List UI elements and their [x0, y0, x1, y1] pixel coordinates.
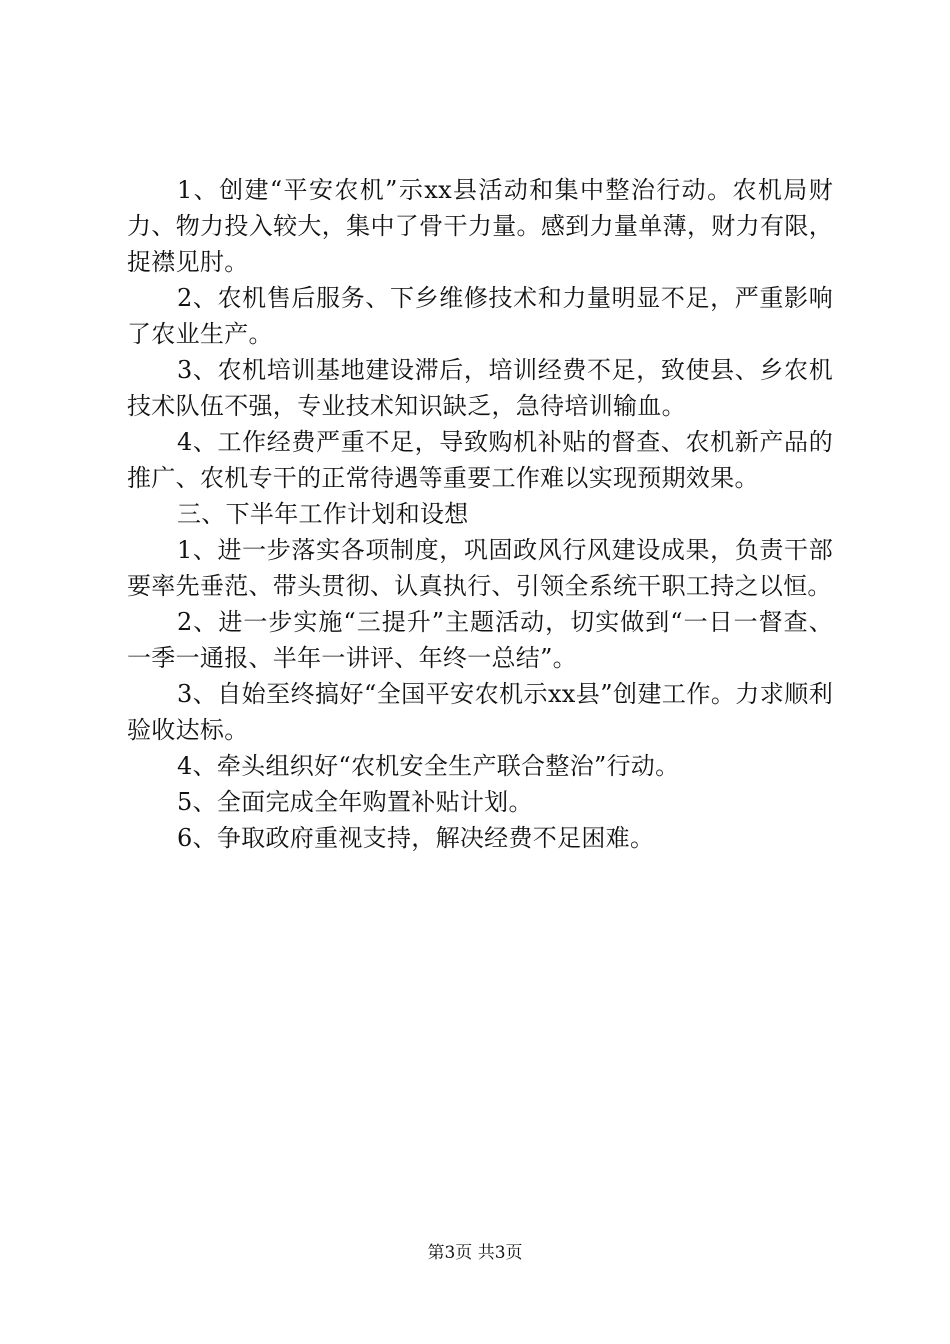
paragraph-plan-2: 2、进一步实施“三提升”主题活动，切实做到“一日一督查、一季一通报、半年一讲评、年终一总结”。 [127, 608, 833, 672]
paragraph-problem-3: 3、农机培训基地建设滞后，培训经费不足，致使县、乡农机技术队伍不强，专业技术知识缺乏，急待培训输血。 [127, 356, 833, 420]
paragraph-plan-1: 1、进一步落实各项制度，巩固政风行风建设成果，负责干部要率先垂范、带头贯彻、认真执行、引领全系统干职工持之以恒。 [127, 536, 833, 600]
paragraph-plan-6: 6、争取政府重视支持，解决经费不足困难。 [177, 824, 655, 852]
section-heading-plan: 三、下半年工作计划和设想 [177, 500, 469, 528]
document-body [127, 172, 833, 856]
paragraph-problem-2: 2、农机售后服务、下乡维修技术和力量明显不足，严重影响了农业生产。 [127, 284, 833, 348]
paragraph-plan-4: 4、牵头组织好“农机安全生产联合整治”行动。 [177, 752, 680, 780]
paragraph-plan-5: 5、全面完成全年购置补贴计划。 [177, 788, 533, 816]
paragraph-problem-1: 1、创建“平安农机”示xx县活动和集中整治行动。农机局财力、物力投入较大，集中了骨干力量。感到力量单薄，财力有限，捉襟见肘。 [127, 176, 833, 276]
paragraph-problem-4: 4、工作经费严重不足，导致购机补贴的督查、农机新产品的推广、农机专干的正常待遇等重要工作难以实现预期效果。 [127, 428, 833, 492]
paragraph-plan-3: 3、自始至终搞好“全国平安农机示xx县”创建工作。力求顺利验收达标。 [127, 680, 833, 744]
page-footer: 第3页 共3页 [427, 1243, 523, 1263]
